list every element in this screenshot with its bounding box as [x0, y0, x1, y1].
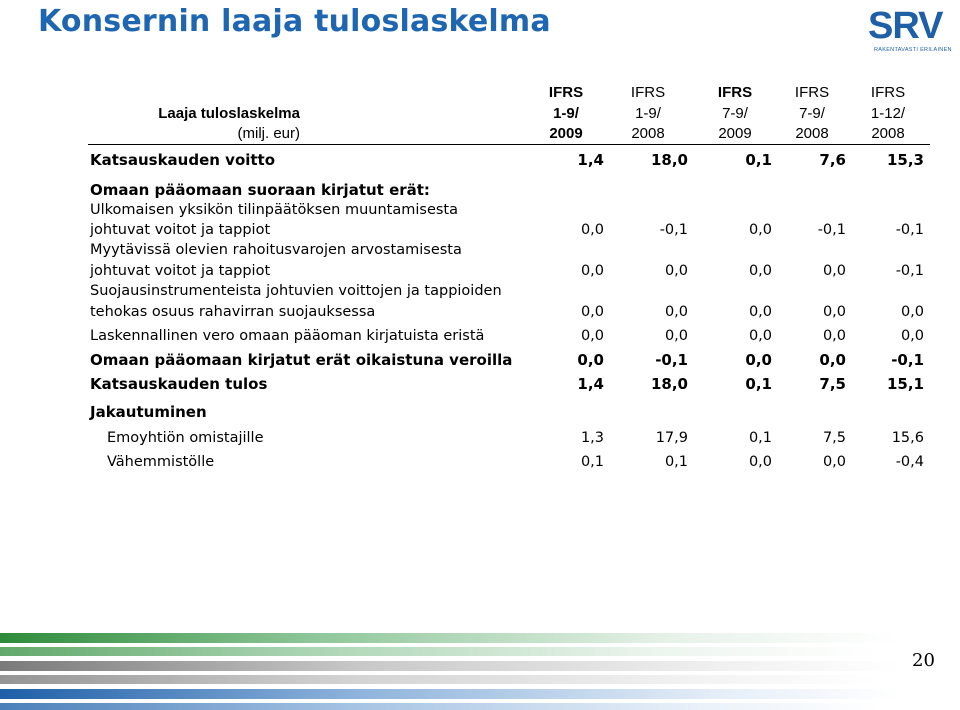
col3-period: 7-9/ [722, 105, 748, 122]
row3-col2: -0,1 [659, 222, 688, 238]
row8-col5: 0,0 [900, 328, 924, 344]
row13-col2: 0,1 [664, 454, 688, 470]
col5-year: 2008 [871, 125, 905, 142]
row-label-translation-2: johtuvat voitot ja tappiot [90, 222, 271, 238]
row13-col1: 0,1 [580, 454, 604, 470]
row8-col3: 0,0 [748, 328, 772, 344]
row13-col4: 0,0 [822, 454, 846, 470]
row10-col3: 0,1 [745, 375, 772, 393]
row0-col2: 18,0 [650, 151, 688, 169]
logo-tagline: RAKENTAVASTI ERILAINEN [874, 47, 952, 53]
row5-col4: 0,0 [822, 263, 846, 279]
row10-col5: 15,1 [886, 375, 924, 393]
row3-col1: 0,0 [580, 222, 604, 238]
col2-period: 1-9/ [635, 105, 661, 122]
col4-std: IFRS [794, 84, 830, 101]
row-label-deferred-tax: Laskennallinen vero omaan pääoman kirjatuista eristä [90, 328, 485, 344]
row10-col2: 18,0 [650, 375, 688, 393]
row13-col5: -0,4 [895, 454, 924, 470]
row10-col4: 7,5 [819, 375, 846, 393]
row12-col2: 17,9 [655, 430, 688, 446]
col5-std: IFRS [870, 84, 906, 101]
row7-col1: 0,0 [580, 304, 604, 320]
row5-col2: 0,0 [664, 263, 688, 279]
col1-std: IFRS [548, 84, 584, 101]
row12-col4: 7,5 [822, 430, 846, 446]
logo-wordmark: SRV [868, 5, 943, 47]
row10-col1: 1,4 [577, 375, 604, 393]
col3-year: 2009 [718, 125, 752, 142]
page-title: Konsernin laaja tuloslaskelma [38, 4, 551, 39]
header-divider [88, 144, 930, 145]
row13-col3: 0,0 [748, 454, 772, 470]
row5-col5: -0,1 [895, 263, 924, 279]
row-label-translation-1: Ulkomaisen yksikön tilinpäätöksen muuntamisesta [90, 202, 459, 218]
row9-col1: 0,0 [577, 351, 604, 369]
row0-col5: 15,3 [886, 151, 924, 169]
header-unit: (milj. eur) [237, 125, 300, 142]
footer-decoration [0, 633, 960, 710]
row9-col5: -0,1 [891, 351, 924, 369]
row-label-afs-2: johtuvat voitot ja tappiot [90, 263, 271, 279]
col2-std: IFRS [630, 84, 666, 101]
col1-year: 2009 [549, 125, 583, 142]
row-label-afs-1: Myytävissä olevien rahoitusvarojen arvostamisesta [90, 242, 462, 258]
col5-period: 1-12/ [870, 105, 906, 122]
row0-col4: 7,6 [819, 151, 846, 169]
row12-col1: 1,3 [580, 430, 604, 446]
row-label-vahemmisto: Vähemmistölle [107, 454, 215, 470]
row5-col3: 0,0 [748, 263, 772, 279]
row7-col3: 0,0 [748, 304, 772, 320]
row8-col4: 0,0 [822, 328, 846, 344]
row-label-oci-net: Omaan pääomaan kirjatut erät oikaistuna veroilla [90, 351, 513, 369]
row12-col3: 0,1 [748, 430, 772, 446]
row9-col3: 0,0 [745, 351, 772, 369]
srv-logo [868, 6, 954, 62]
row-label-katsauskauden-voitto: Katsauskauden voitto [90, 151, 276, 169]
row12-col5: 15,6 [891, 430, 924, 446]
row7-col4: 0,0 [822, 304, 846, 320]
row9-col2: -0,1 [655, 351, 688, 369]
row9-col4: 0,0 [819, 351, 846, 369]
row7-col2: 0,0 [664, 304, 688, 320]
row8-col1: 0,0 [580, 328, 604, 344]
col4-year: 2008 [795, 125, 829, 142]
col3-std: IFRS [717, 84, 753, 101]
row3-col3: 0,0 [748, 222, 772, 238]
row8-col2: 0,0 [664, 328, 688, 344]
row-label-hedge-1: Suojausinstrumenteista johtuvien voittojen ja tappioiden [90, 283, 502, 299]
col1-period: 1-9/ [553, 105, 579, 122]
col4-period: 7-9/ [799, 105, 825, 122]
row-label-katsauskauden-tulos: Katsauskauden tulos [90, 375, 268, 393]
row-label-emoyhtio: Emoyhtiön omistajille [107, 430, 264, 446]
row0-col3: 0,1 [745, 151, 772, 169]
col2-year: 2008 [631, 125, 665, 142]
row-label-hedge-2: tehokas osuus rahavirran suojauksessa [90, 304, 376, 320]
row7-col5: 0,0 [900, 304, 924, 320]
row3-col4: -0,1 [817, 222, 846, 238]
row5-col1: 0,0 [580, 263, 604, 279]
page-number: 20 [912, 650, 935, 671]
header-label: Laaja tuloslaskelma [158, 105, 300, 122]
row-label-oci-heading: Omaan pääomaan suoraan kirjatut erät: [90, 181, 430, 199]
row-label-jakautuminen: Jakautuminen [90, 403, 207, 421]
row3-col5: -0,1 [895, 222, 924, 238]
row0-col1: 1,4 [577, 151, 604, 169]
